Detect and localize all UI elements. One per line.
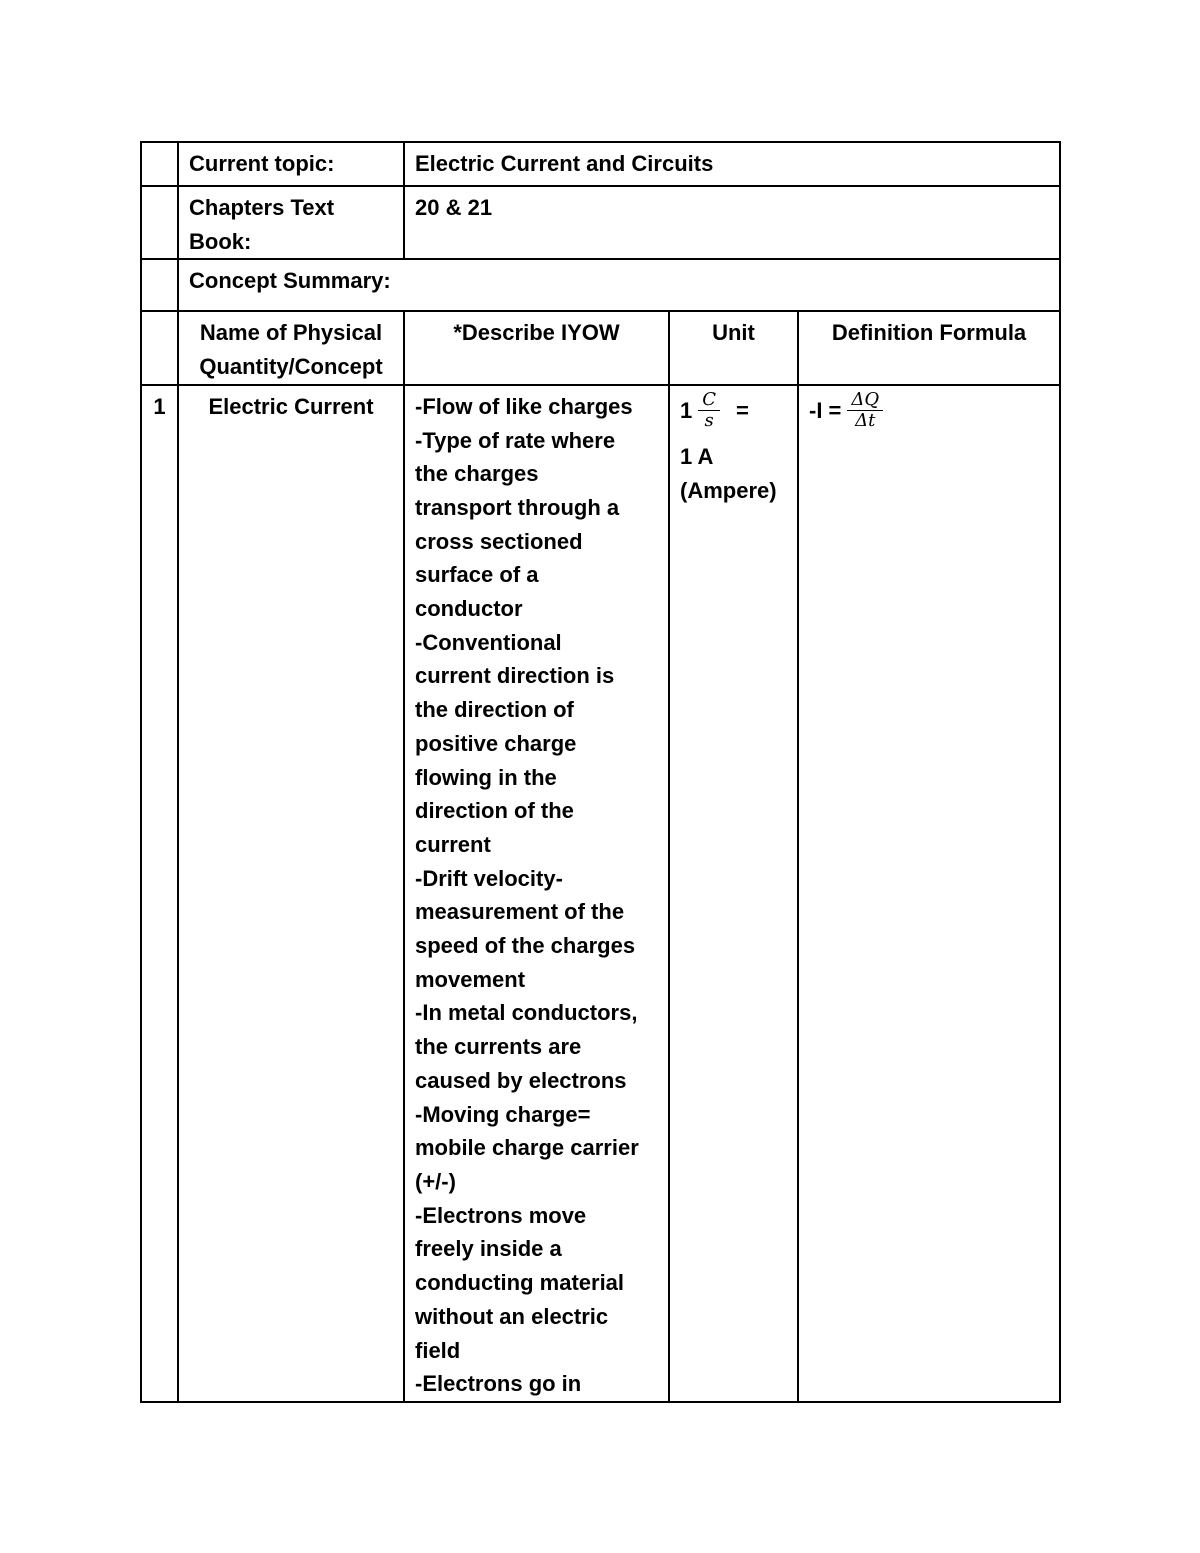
description-line: movement (415, 966, 526, 992)
row-number-cell (141, 186, 178, 259)
column-header-describe: *Describe IYOW (404, 311, 669, 384)
summary-label: Concept Summary: (178, 259, 1060, 311)
description-line: surface of a (415, 562, 539, 588)
column-header-row (141, 311, 1060, 384)
concept-summary-table (140, 141, 1061, 1403)
description-line: -Electrons go in (415, 1371, 582, 1397)
row-number-cell (141, 142, 178, 186)
description-line: the direction of (415, 697, 574, 723)
description-line: -Electrons move (415, 1202, 587, 1228)
topic-row (141, 142, 1060, 186)
description-line: positive charge (415, 730, 577, 756)
description-line: direction of the (415, 798, 574, 824)
description-line: flowing in the (415, 764, 557, 790)
description-line: (+/-) (415, 1168, 456, 1194)
formula-fraction-denominator: Δt (855, 410, 876, 432)
column-header-unit: Unit (669, 311, 798, 384)
summary-row (141, 259, 1060, 311)
concept-unit (669, 385, 798, 1402)
unit-prefix: 1 (680, 397, 693, 423)
description-line: -Drift velocity- (415, 865, 563, 891)
concept-formula (798, 385, 1060, 1402)
description-line: -Conventional (415, 629, 562, 655)
column-header-name-line: Quantity/Concept (199, 354, 383, 380)
unit-equals: = (736, 397, 749, 423)
description-line: current (415, 831, 491, 857)
row-number: 1 (141, 385, 178, 1402)
description-line: freely inside a (415, 1236, 562, 1262)
formula-prefix: -I = (809, 397, 842, 423)
topic-value: Electric Current and Circuits (404, 142, 1060, 186)
description-line: cross sectioned (415, 528, 583, 554)
description-line: -Type of rate where (415, 427, 616, 453)
concept-description (404, 385, 669, 1402)
unit-line: (Ampere) (680, 477, 777, 503)
chapters-label-line: Book: (189, 228, 252, 254)
description-line: the currents are (415, 1034, 582, 1060)
description-line: current direction is (415, 663, 615, 689)
column-header-name-line: Name of Physical (199, 320, 383, 346)
chapters-label (178, 186, 404, 259)
description-lines (415, 390, 658, 1401)
column-header-name (178, 311, 404, 384)
formula-fraction (847, 390, 883, 431)
row-number-cell (141, 311, 178, 384)
description-line: mobile charge carrier (415, 1135, 639, 1161)
definition-formula (809, 385, 1049, 440)
chapters-value: 20 & 21 (404, 186, 1060, 259)
description-line: without an electric (415, 1303, 609, 1329)
description-line: speed of the charges (415, 933, 636, 959)
unit-line: 1 A (680, 443, 714, 469)
formula-fraction-numerator: ΔQ (847, 390, 883, 411)
description-line: conducting material (415, 1270, 625, 1296)
unit-fraction-denominator: s (704, 410, 714, 432)
row-number-cell (141, 259, 178, 311)
chapters-row (141, 186, 1060, 259)
description-line: caused by electrons (415, 1067, 627, 1093)
description-line: measurement of the (415, 899, 625, 925)
description-line: -Moving charge= (415, 1101, 591, 1127)
concept-name: Electric Current (178, 385, 404, 1402)
column-header-formula: Definition Formula (798, 311, 1060, 384)
description-line: -Flow of like charges (415, 393, 633, 419)
topic-label: Current topic: (178, 142, 404, 186)
description-line: the charges (415, 461, 539, 487)
unit-formula (680, 385, 787, 440)
unit-fraction (698, 390, 720, 431)
unit-fraction-numerator: C (698, 390, 720, 411)
chapters-label-line: Chapters Text (189, 195, 335, 220)
table-row (141, 385, 1060, 1402)
description-line: -In metal conductors, (415, 1000, 638, 1026)
description-line: transport through a (415, 494, 620, 520)
description-line: field (415, 1337, 461, 1363)
description-line: conductor (415, 596, 523, 622)
